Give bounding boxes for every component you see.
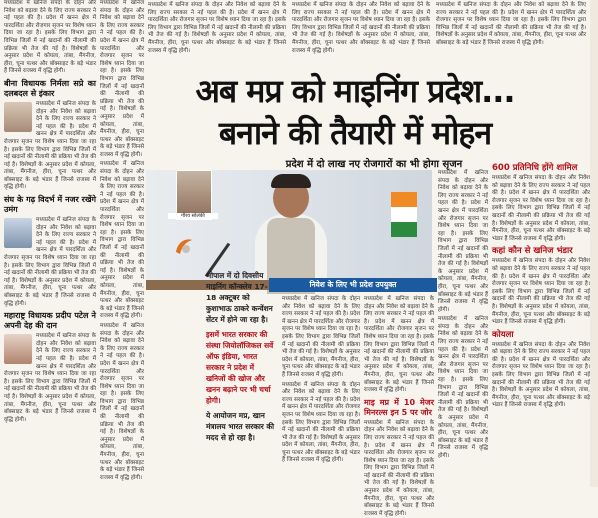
right-subhead-2: कहां कौन से खनिज भंडार xyxy=(492,246,573,257)
photo-band: निवेश के लिए भी प्रदेश उपयुक्त xyxy=(269,278,437,292)
headline-line-2: बनाने की तैयारी में मोहन xyxy=(218,114,492,152)
page-edge xyxy=(590,0,598,487)
headline-line-1: अब मप्र को माइनिंग प्रदेश... xyxy=(195,72,515,110)
top-strip-text-3: मध्यप्रदेश में खनिज संपदा के दोहन और निवेश को बढ़ावा देने के लिए राज्य सरकार ने नई पहल की है। प्रदेश में खनन क्षेत्र में पारदर्शिता और रोजगार सृजन पर विशेष ध्यान दिया जा रहा है। इसके लिए विभाग द्वारा विभिन्न जिलों में नई खदानों की नीलामी की प्रक्रिया भी तेज की गई है। विशेषज्ञों के अनुसार प्रदेश में कोयला, तांबा, मैंगनीज, हीरा, चूना पत्थर और बॉक्साइट के बड़े भंडार हैं जिनसे राजस्व में वृद्धि होगी। xyxy=(436,2,586,46)
top-strip-text-1: मध्यप्रदेश में खनिज संपदा के दोहन और निवेश को बढ़ावा देने के लिए राज्य सरकार ने नई पहल की है। प्रदेश में खनन क्षेत्र में पारदर्शिता और रोजगार सृजन पर विशेष ध्यान दिया जा रहा है। इसके लिए विभाग द्वारा विभिन्न जिलों में नई खदानों की नीलामी की प्रक्रिया भी तेज की गई है। विशेषज्ञों के अनुसार प्रदेश में कोयला, तांबा, मैंगनीज, हीरा, चूना पत्थर और बॉक्साइट के बड़े भंडार हैं जिनसे राजस्व में वृद्धि होगी। xyxy=(148,2,286,54)
center-right-column xyxy=(438,170,488,486)
left-column xyxy=(4,0,96,487)
thumb-photo-1 xyxy=(4,102,32,132)
top-strip-1 xyxy=(148,2,286,64)
centerleft-text-3: मध्यप्रदेश में खनिज संपदा के दोहन और निवेश को बढ़ावा देने के लिए राज्य सरकार ने नई पहल की है। प्रदेश में खनन क्षेत्र में पारदर्शिता और रोजगार सृजन पर विशेष ध्यान दिया जा रहा है। इसके लिए विभाग द्वारा विभिन्न जिलों में नई खदानों की नीलामी की प्रक्रिया भी तेज की गई है। विशेषज्ञों के अनुसार प्रदेश में कोयला, तांबा, मैंगनीज, हीरा, चूना पत्थर और बॉक्साइट के बड़े भंडार हैं जिनसे राजस्व में वृद्धि होगी। xyxy=(100,322,144,481)
left-subhead-1: बीना विधायक निर्मला सप्रे का दलबदल से इंकार xyxy=(4,78,96,98)
thumb-photo-3 xyxy=(4,334,32,364)
headline-kicker: प्रदेश में दो लाख नए रोजगारों का भी होगा सृजन xyxy=(285,159,463,170)
flag-icon xyxy=(391,192,417,238)
center-right-text-2: मध्यप्रदेश में खनिज संपदा के दोहन और निवेश को बढ़ावा देने के लिए राज्य सरकार ने नई पहल की है। प्रदेश में खनन क्षेत्र में पारदर्शिता और रोजगार सृजन पर विशेष ध्यान दिया जा रहा है। इसके लिए विभाग द्वारा विभिन्न जिलों में नई खदानों की नीलामी की प्रक्रिया भी तेज की गई है। विशेषज्ञों के अनुसार प्रदेश में कोयला, तांबा, मैंगनीज, हीरा, चूना पत्थर और बॉक्साइट के बड़े भंडार हैं जिनसे राजस्व में वृद्धि होगी। xyxy=(438,316,488,459)
left-text-1: मध्यप्रदेश में खनिज संपदा के दोहन और निवेश को बढ़ावा देने के लिए राज्य सरकार ने नई पहल की है। प्रदेश में खनन क्षेत्र में पारदर्शिता और रोजगार सृजन पर विशेष ध्यान दिया जा रहा है। इसके लिए विभाग द्वारा विभिन्न जिलों में नई खदानों की नीलामी की प्रक्रिया भी तेज की गई है। विशेषज्ञों के अनुसार प्रदेश में कोयला, तांबा, मैंगनीज, हीरा, चूना पत्थर और बॉक्साइट के बड़े भंडार हैं जिनसे राजस्व में वृद्धि होगी। xyxy=(4,100,96,191)
quote-para-1: भोपाल में दो दिवसीय माइनिंग कॉन्क्लेव 17-18 अक्टूबर को कुशाभाऊ ठाकरे कन्वेंशन सेंटर में होने जा रहा है। xyxy=(206,271,273,324)
quote-para-2: इसमें भारत सरकार की संस्था जियोलॉजिकल सर्वे ऑफ इंडिया, भारत सरकार ने प्रदेश में खनिजों की खोज और खनन बढ़ाने पर भी चर्चा होगी। xyxy=(206,330,274,405)
right-text-2: मध्यप्रदेश में खनिज संपदा के दोहन और निवेश को बढ़ावा देने के लिए राज्य सरकार ने नई पहल की है। प्रदेश में खनन क्षेत्र में पारदर्शिता और रोजगार सृजन पर विशेष ध्यान दिया जा रहा है। इसके लिए विभाग द्वारा विभिन्न जिलों में नई खदानों की नीलामी की प्रक्रिया भी तेज की गई है। विशेषज्ञों के अनुसार प्रदेश में कोयला, तांबा, मैंगनीज, हीरा, चूना पत्थर और बॉक्साइट के बड़े भंडार हैं जिनसे राजस्व में वृद्धि होगी। xyxy=(492,258,590,326)
mid-text-1b: मध्यप्रदेश में खनिज संपदा के दोहन और निवेश को बढ़ावा देने के लिए राज्य सरकार ने नई पहल की है। प्रदेश में खनन क्षेत्र में पारदर्शिता और रोजगार सृजन पर विशेष ध्यान दिया जा रहा है। इसके लिए विभाग द्वारा विभिन्न जिलों में नई खदानों की नीलामी की प्रक्रिया भी तेज की गई है। विशेषज्ञों के अनुसार प्रदेश में कोयला, तांबा, मैंगनीज, हीरा, चूना पत्थर और बॉक्साइट के बड़े भंडार हैं जिनसे राजस्व में वृद्धि होगी। xyxy=(282,381,360,464)
right-text-3: मध्यप्रदेश में खनिज संपदा के दोहन और निवेश को बढ़ावा देने के लिए राज्य सरकार ने नई पहल की है। प्रदेश में खनन क्षेत्र में पारदर्शिता और रोजगार सृजन पर विशेष ध्यान दिया जा रहा है। इसके लिए विभाग द्वारा विभिन्न जिलों में नई खदानों की नीलामी की प्रक्रिया भी तेज की गई है। विशेषज्ञों के अनुसार प्रदेश में कोयला, तांबा, मैंगनीज, हीरा, चूना पत्थर और बॉक्साइट के बड़े भंडार हैं जिनसे राजस्व में वृद्धि होगी। xyxy=(492,341,590,409)
centerleft-column xyxy=(100,0,144,487)
right-column xyxy=(492,160,590,486)
centerleft-text-2: मध्यप्रदेश में खनिज संपदा के दोहन और निवेश को बढ़ावा देने के लिए राज्य सरकार ने नई पहल की है। प्रदेश में खनन क्षेत्र में पारदर्शिता और रोजगार सृजन पर विशेष ध्यान दिया जा रहा है। इसके लिए विभाग द्वारा विभिन्न जिलों में नई खदानों की नीलामी की प्रक्रिया भी तेज की गई है। विशेषज्ञों के अनुसार प्रदेश में कोयला, तांबा, मैंगनीज, हीरा, चूना पत्थर और बॉक्साइट के बड़े भंडार हैं जिनसे राजस्व में वृद्धि होगी। xyxy=(100,161,144,320)
mid-text-1: मध्यप्रदेश में खनिज संपदा के दोहन और निवेश को बढ़ावा देने के लिए राज्य सरकार ने नई पहल की है। प्रदेश में खनन क्षेत्र में पारदर्शिता और रोजगार सृजन पर विशेष ध्यान दिया जा रहा है। इसके लिए विभाग द्वारा विभिन्न जिलों में नई खदानों की नीलामी की प्रक्रिया भी तेज की गई है। विशेषज्ञों के अनुसार प्रदेश में कोयला, तांबा, मैंगनीज, हीरा, चूना पत्थर और बॉक्साइट के बड़े भंडार हैं जिनसे राजस्व में वृद्धि होगी। xyxy=(282,296,360,378)
mid-column-2 xyxy=(364,296,434,517)
left-subhead-2: संघ के गढ़ विदर्भ में नजर रखेंगे उमंग xyxy=(4,195,96,215)
mid-text-2: मध्यप्रदेश में खनिज संपदा के दोहन और निवेश को बढ़ावा देने के लिए राज्य सरकार ने नई पहल की है। प्रदेश में खनन क्षेत्र में पारदर्शिता और रोजगार सृजन पर विशेष ध्यान दिया जा रहा है। इसके लिए विभाग द्वारा विभिन्न जिलों में नई खदानों की नीलामी की प्रक्रिया भी तेज की गई है। विशेषज्ञों के अनुसार प्रदेश में कोयला, तांबा, मैंगनीज, हीरा, चूना पत्थर और बॉक्साइट के बड़े भंडार हैं जिनसे राजस्व में वृद्धि होगी। xyxy=(364,296,434,394)
quote-para-3: ये आयोजन मप्र, खान मंत्रालय भारत सरकार की मदद से हो रहा है। xyxy=(206,411,274,442)
left-text-2: मध्यप्रदेश में खनिज संपदा के दोहन और निवेश को बढ़ावा देने के लिए राज्य सरकार ने नई पहल की है। प्रदेश में खनन क्षेत्र में पारदर्शिता और रोजगार सृजन पर विशेष ध्यान दिया जा रहा है। इसके लिए विभाग द्वारा विभिन्न जिलों में नई खदानों की नीलामी की प्रक्रिया भी तेज की गई है। विशेषज्ञों के अनुसार प्रदेश में कोयला, तांबा, मैंगनीज, हीरा, चूना पत्थर और बॉक्साइट के बड़े भंडार हैं जिनसे राजस्व में वृद्धि होगी। xyxy=(4,217,96,307)
top-strip-2 xyxy=(292,2,430,64)
left-text-3: मध्यप्रदेश में खनिज संपदा के दोहन और निवेश को बढ़ावा देने के लिए राज्य सरकार ने नई पहल की है। प्रदेश में खनन क्षेत्र में पारदर्शिता और रोजगार सृजन पर विशेष ध्यान दिया जा रहा है। इसके लिए विभाग द्वारा विभिन्न जिलों में नई खदानों की नीलामी की प्रक्रिया भी तेज की गई है। विशेषज्ञों के अनुसार प्रदेश में कोयला, तांबा, मैंगनीज, हीरा, चूना पत्थर और बॉक्साइट के बड़े भंडार हैं जिनसे राजस्व में वृद्धि होगी। xyxy=(4,333,96,423)
right-text-1: मध्यप्रदेश में खनिज संपदा के दोहन और निवेश को बढ़ावा देने के लिए राज्य सरकार ने नई पहल की है। प्रदेश में खनन क्षेत्र में पारदर्शिता और रोजगार सृजन पर विशेष ध्यान दिया जा रहा है। इसके लिए विभाग द्वारा विभिन्न जिलों में नई खदानों की नीलामी की प्रक्रिया भी तेज की गई है। विशेषज्ञों के अनुसार प्रदेश में कोयला, तांबा, मैंगनीज, हीरा, चूना पत्थर और बॉक्साइट के बड़े भंडार हैं जिनसे राजस्व में वृद्धि होगी। xyxy=(492,175,590,242)
top-strip-text-2: मध्यप्रदेश में खनिज संपदा के दोहन और निवेश को बढ़ावा देने के लिए राज्य सरकार ने नई पहल की है। प्रदेश में खनन क्षेत्र में पारदर्शिता और रोजगार सृजन पर विशेष ध्यान दिया जा रहा है। इसके लिए विभाग द्वारा विभिन्न जिलों में नई खदानों की नीलामी की प्रक्रिया भी तेज की गई है। विशेषज्ञों के अनुसार प्रदेश में कोयला, तांबा, मैंगनीज, हीरा, चूना पत्थर और बॉक्साइट के बड़े भंडार हैं जिनसे राजस्व में वृद्धि होगी। xyxy=(292,2,430,54)
reporter-mugshot-caption: गौरव सोलंकी xyxy=(168,213,218,219)
quote-block xyxy=(206,270,274,443)
mid-column-1 xyxy=(282,296,360,486)
thumb-photo-2 xyxy=(4,218,32,248)
right-subhead-1: 600 प्रतिनिधि होंगे शामिल xyxy=(492,163,578,173)
left-intro-text: मध्यप्रदेश में खनिज संपदा के दोहन और निवेश को बढ़ावा देने के लिए राज्य सरकार ने नई पहल की है। प्रदेश में खनन क्षेत्र में पारदर्शिता और रोजगार सृजन पर विशेष ध्यान दिया जा रहा है। इसके लिए विभाग द्वारा विभिन्न जिलों में नई खदानों की नीलामी की प्रक्रिया भी तेज की गई है। विशेषज्ञों के अनुसार प्रदेश में कोयला, तांबा, मैंगनीज, हीरा, चूना पत्थर और बॉक्साइट के बड़े भंडार हैं जिनसे राजस्व में वृद्धि होगी। xyxy=(4,0,96,75)
mid-subhead: माइ मप्र में 10 मेजर मिनरल्स इन 5 पर जोर xyxy=(364,397,434,417)
center-right-text: मध्यप्रदेश में खनिज संपदा के दोहन और निवेश को बढ़ावा देने के लिए राज्य सरकार ने नई पहल की है। प्रदेश में खनन क्षेत्र में पारदर्शिता और रोजगार सृजन पर विशेष ध्यान दिया जा रहा है। इसके लिए विभाग द्वारा विभिन्न जिलों में नई खदानों की नीलामी की प्रक्रिया भी तेज की गई है। विशेषज्ञों के अनुसार प्रदेश में कोयला, तांबा, मैंगनीज, हीरा, चूना पत्थर और बॉक्साइट के बड़े भंडार हैं जिनसे राजस्व में वृद्धि होगी। xyxy=(438,170,488,313)
newspaper-logo-icon xyxy=(172,234,196,258)
mid-text-2b: मध्यप्रदेश में खनिज संपदा के दोहन और निवेश को बढ़ावा देने के लिए राज्य सरकार ने नई पहल की है। प्रदेश में खनन क्षेत्र में पारदर्शिता और रोजगार सृजन पर विशेष ध्यान दिया जा रहा है। इसके लिए विभाग द्वारा विभिन्न जिलों में नई खदानों की नीलामी की प्रक्रिया भी तेज की गई है। विशेषज्ञों के अनुसार प्रदेश में कोयला, तांबा, मैंगनीज, हीरा, चूना पत्थर और बॉक्साइट के बड़े भंडार हैं जिनसे राजस्व में वृद्धि होगी। xyxy=(364,419,434,517)
centerleft-text: मध्यप्रदेश में खनिज संपदा के दोहन और निवेश को बढ़ावा देने के लिए राज्य सरकार ने नई पहल की है। प्रदेश में खनन क्षेत्र में पारदर्शिता और रोजगार सृजन पर विशेष ध्यान दिया जा रहा है। इसके लिए विभाग द्वारा विभिन्न जिलों में नई खदानों की नीलामी की प्रक्रिया भी तेज की गई है। विशेषज्ञों के अनुसार प्रदेश में कोयला, तांबा, मैंगनीज, हीरा, चूना पत्थर और बॉक्साइट के बड़े भंडार हैं जिनसे राजस्व में वृद्धि होगी। xyxy=(100,0,144,158)
right-subhead-3: कोयला xyxy=(492,329,514,340)
top-strip-3 xyxy=(436,2,586,64)
left-subhead-3: महाराष्ट्र विधायक प्रदीप पटेल ने अपनी देह की दान xyxy=(4,311,96,331)
